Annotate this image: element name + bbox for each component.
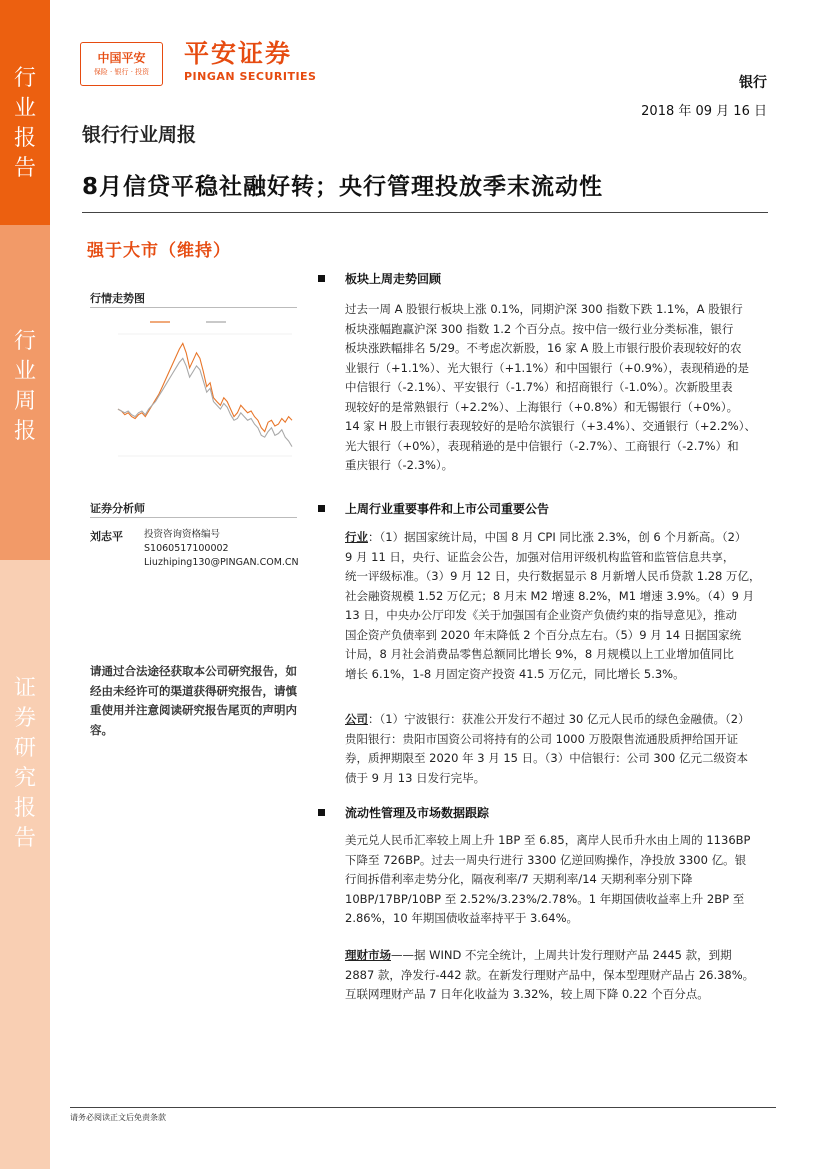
side-band-char: 券 [13,706,36,731]
text-line: 贵阳银行：贵阳市国资公司将持有的公司 1000 万股限售流通股质押给国开证 [345,731,739,746]
side-band-char: 告 [13,156,36,181]
side-band-char: 报 [13,419,36,444]
brand-name-cn: 平安证券 [184,39,293,68]
section-title: 流动性管理及市场数据跟踪 [345,806,490,820]
chart-plot-area [118,334,292,456]
text-line: 社会融资规模 1.52 万亿元；8 月末 M2 增速 8.2%，M1 增速 3.9%。（4）9 月 [345,588,755,603]
text-line: 过去一周 A 股银行板块上涨 0.1%，同期沪深 300 指数下跌 1.1%，A 股银行 [345,302,743,316]
paragraph-lead: 理财市场 [345,948,391,962]
stock-trend-chart [88,314,298,464]
square-bullet-icon [318,809,325,816]
text-line: 中信银行（-2.1%）、平安银行（-1.7%）和招商银行（-1.0%）。次新股里表 [345,380,733,394]
paragraph-wealth-management [345,946,767,1005]
footer-divider [70,1107,776,1108]
paragraph-industry-events [345,528,767,684]
footer-disclaimer-link: 请务必阅读正文后免责条款 [70,1113,166,1122]
text-run: ——据 WIND 不完全统计，上周共计发行理财产品 2445 款，到期 [391,948,732,962]
paragraph-liquidity [345,831,767,929]
side-band-char: 报 [13,126,36,151]
side-band-char: 究 [13,766,36,791]
text-line: 2.86%，10 年期国债收益率持平于 3.64%。 [345,911,579,925]
analyst-email: Liuzhiping130@PINGAN.COM.CN [144,557,299,568]
text-line [345,946,767,966]
side-band-char: 告 [13,826,36,851]
text-line: 光大银行（+0%），表现稍逊的是中信银行（-2.7%）、工商银行（-2.7%）和 [345,438,739,453]
text-line: 重庆银行（-2.3%）。 [345,458,454,472]
section-heading-liquidity [318,804,489,821]
text-line: 13 日，中央办公厅印发《关于加强国有企业资产负债约束的指导意见》，推动 [345,608,738,622]
text-line: 互联网理财产品 7 日年化收益为 3.32%，较上周下降 0.22 个百分点。 [345,987,709,1001]
text-line [345,710,767,730]
brand-name-en: PINGAN SECURITIES [184,70,317,83]
industry-tag: 银行 [739,75,767,91]
text-line: 券，质押期限至 2020 年 3 月 15 日。（3）中信银行：公司 300 亿元二级资本 [345,751,748,765]
side-band-char: 行 [13,66,36,91]
text-line: 板块涨幅跑赢沪深 300 指数 1.2 个百分点。按中信一级行业分类标准，银行 [345,321,734,336]
side-band-char: 周 [13,389,36,414]
pingan-securities-logo [184,38,316,84]
section-heading-sector-review [318,270,441,287]
analyst-license-number: S1060517100002 [144,543,229,554]
text-line: 现较好的是常熟银行（+2.2%）、上海银行（+0.8%）和无锡银行（+0%）。 [345,399,739,414]
analyst-license-label: 投资咨询资格编号 [144,529,221,540]
side-band-char: 行 [13,329,36,354]
text-line: 债于 9 月 13 日发行完毕。 [345,770,486,785]
paragraph-company-announcements [345,710,767,788]
square-bullet-icon [318,505,325,512]
group-logo-name: 中国平安 [97,51,146,65]
analyst-heading-divider [90,517,297,518]
text-line: 14 家 H 股上市银行表现较好的是哈尔滨银行（+3.4%）、交通银行（+2.2%）、 [345,419,756,433]
paragraph-lead: 行业 [345,530,368,544]
side-band-char: 报 [13,796,36,821]
group-logo-slogan: 保险 · 银行 · 投资 [93,68,150,76]
square-bullet-icon [318,275,325,282]
analyst-info [144,528,299,570]
text-line: 业银行（+1.1%）、光大银行（+1.1%）和中国银行（+0.9%），表现稍逊的是 [345,360,750,375]
text-line: 增长 6.1%，1-8 月固定资产投资 41.5 万亿元，同比增长 5.3%。 [345,666,685,681]
paragraph-sector-review [345,300,767,476]
text-line: 美元兑人民币汇率较上周上升 1BP 至 6.85，离岸人民币升水由上周的 1136BP [345,833,751,847]
section-title: 板块上周走势回顾 [345,272,442,286]
ping-an-group-logo [80,42,163,86]
side-band-char: 业 [13,96,36,121]
side-band-research-report [0,560,50,1169]
side-band-weekly-report [0,225,50,560]
analyst-heading: 证券分析师 [90,502,145,515]
text-line: 行间拆借利率走势分化，隔夜利率/7 天期利率/14 天期利率分别下降 [345,872,693,886]
chart-heading-divider [90,307,297,308]
text-run: ：（1）据国家统计局，中国 8 月 CPI 同比涨 2.3%，创 6 个月新高。（2） [368,530,747,544]
side-band-industry-report [0,0,50,225]
side-band-char: 研 [13,736,36,761]
text-line: 计局，8 月社会消费品零售总额同比增长 9%，8 月规模以上工业增加值同比 [345,647,734,661]
text-line [345,528,767,548]
header-divider [82,212,768,213]
page-title: 8月信贷平稳社融好转；央行管理投放季末流动性 [82,174,604,200]
report-type: 银行行业周报 [82,124,197,146]
text-line: 国企资产负债率到 2020 年末降低 2 个百分点左右。（5）9 月 14 日据国家统 [345,627,742,642]
text-line: 下降至 726BP。过去一周央行进行 3300 亿逆回购操作，净投放 3300 亿。银 [345,852,747,867]
paragraph-lead: 公司 [345,712,368,726]
chart-series-line-2 [118,358,292,446]
analyst-name: 刘志平 [90,530,123,543]
side-band-char: 证 [13,676,36,701]
text-line: 板块涨跌幅排名 5/29。不考虑次新股，16 家 A 股上市银行股价表现较好的农 [345,341,742,355]
text-line: 10BP/17BP/10BP 至 2.52%/3.23%/2.78%。1 年期国债收益率上升 2BP 至 [345,891,745,906]
section-title: 上周行业重要事件和上市公司重要公告 [345,502,550,516]
disclaimer-notice: 请通过合法途径获取本公司研究报告，如经由未经许可的渠道获得研究报告，请慎重使用并注意阅读研究报告尾页的声明内容。 [90,664,297,737]
side-band-char: 业 [13,359,36,384]
report-date: 2018 年 09 月 16 日 [641,104,767,119]
text-line: 9 月 11 日，央行、证监会公告，加强对信用评级机构监管和监管信息共享， [345,549,735,564]
section-heading-events [318,500,549,517]
text-line: 统一评级标准。（3）9 月 12 日，央行数据显示 8 月新增人民币贷款 1.28 万亿， [345,569,761,583]
text-line: 2887 款，净发行-442 款。在新发行理财产品中，保本型理财产品占 26.38%。 [345,967,755,982]
text-run: ：（1）宁波银行：获准公开发行不超过 30 亿元人民币的绿色金融债。（2） [368,712,750,726]
chart-heading: 行情走势图 [90,292,145,305]
rating-badge: 强于大市（维持） [87,241,231,261]
